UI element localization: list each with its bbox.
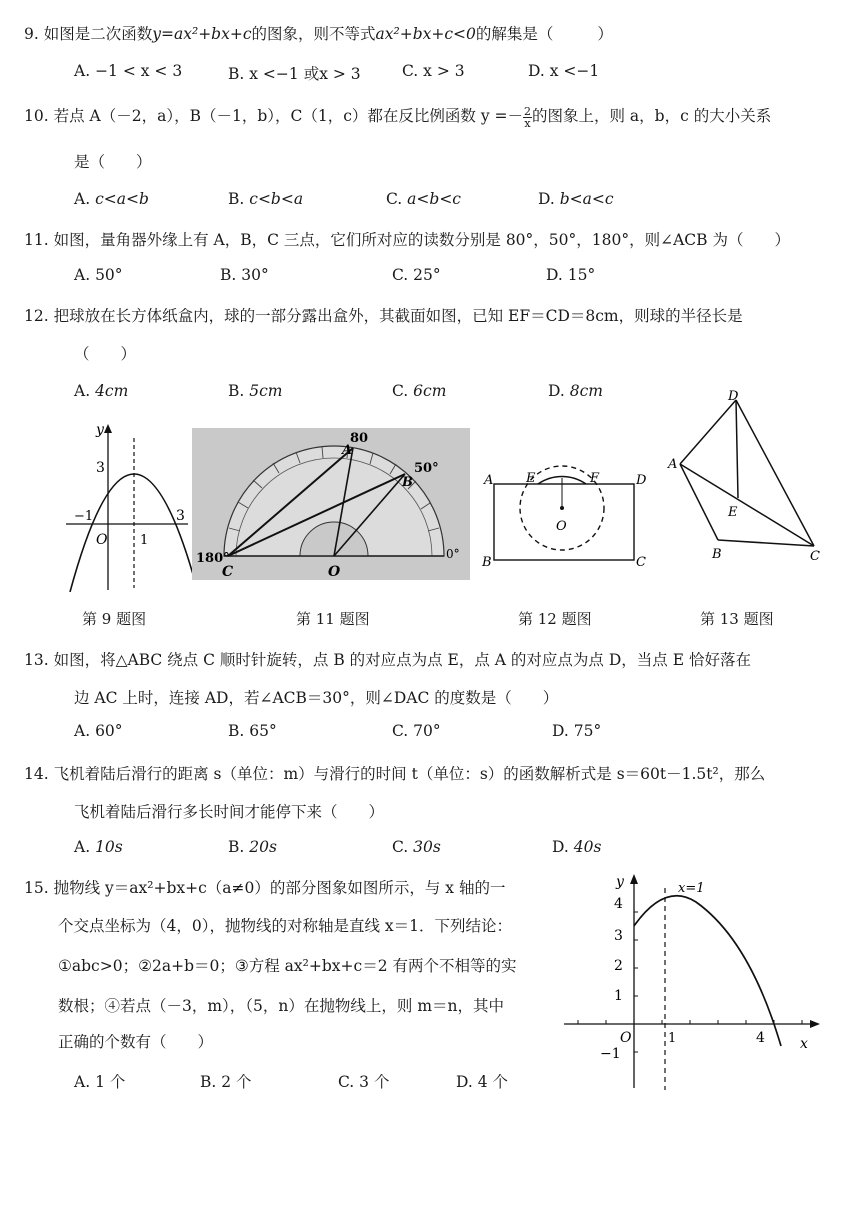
option-label: B. (228, 65, 245, 83)
fig12-label-d: D (636, 473, 647, 488)
option-label: A. (74, 266, 91, 284)
q12-option-d[interactable] (548, 382, 603, 400)
option-text: 4cm (95, 382, 129, 400)
option-text: c<a<b (95, 190, 149, 208)
figure-11-caption: 第 11 题图 (296, 610, 370, 628)
q15-stem-line5: 正确的个数有（ ） (58, 1033, 214, 1051)
q9-number: 9. (24, 25, 39, 43)
option-label: D. (552, 838, 569, 856)
q9-close: ） (597, 25, 613, 43)
q12-option-a[interactable] (74, 382, 128, 400)
fig15-label-x: x (800, 1036, 808, 1052)
fig15-label-neg1: −1 (600, 1046, 621, 1062)
fig13-label-e: E (728, 505, 738, 520)
fig13-label-d: D (728, 389, 739, 404)
fig13-seg-da (680, 400, 736, 464)
option-text: 65° (249, 722, 277, 740)
q9-function: y=ax²+bx+c (152, 25, 252, 43)
fig11-label-80: 80 (350, 431, 369, 446)
option-text: 3 个 (359, 1073, 390, 1091)
option-text: 15° (567, 266, 596, 284)
q12-stem-line2: （ ） (74, 345, 137, 363)
q10-stem-pre: 若点 A（－2，a），B（－1，b），C（1，c）都在反比例函数 y =－ (53, 107, 523, 125)
option-label: A. (74, 190, 91, 208)
fig15-label-2: 2 (614, 958, 623, 974)
option-label: B. (228, 838, 245, 856)
option-text: x > 3 (423, 62, 465, 80)
option-text: 5cm (249, 382, 283, 400)
q10-fraction (523, 106, 532, 129)
option-label: A. (74, 62, 91, 80)
option-text: 10s (95, 838, 123, 856)
option-label: D. (548, 382, 565, 400)
fig9-label-y: y (96, 422, 104, 438)
option-text: 25° (413, 266, 441, 284)
option-label: A. (74, 722, 91, 740)
q13-option-b[interactable] (228, 722, 277, 740)
option-text: x <−1 (549, 62, 600, 80)
q10-stem-post: 的图象上，则 a，b，c 的大小关系 (532, 107, 772, 125)
q15-option-a[interactable] (74, 1070, 125, 1092)
fig9-label-x3: 3 (176, 508, 185, 524)
q14-stem-text: 飞机着陆后滑行的距离 s（单位：m）与滑行的时间 t（单位：s）的函数解析式是 s＝60t－1.5t²，那么 (53, 765, 766, 783)
q10-option-c[interactable] (386, 190, 461, 208)
option-label: A. (74, 1073, 91, 1091)
q15-stem (24, 876, 505, 898)
option-label: C. (392, 382, 409, 400)
q13-stem (24, 648, 751, 670)
fig15-label-o: O (620, 1030, 632, 1046)
fig12-center-dot (560, 506, 564, 510)
figure-12-caption: 第 12 题图 (518, 610, 592, 628)
figure-13-caption: 第 13 题图 (700, 610, 774, 628)
q11-stem (24, 228, 790, 250)
option-text: c<b<a (249, 190, 304, 208)
fig13-seg-de (736, 400, 738, 498)
q13-option-a[interactable] (74, 722, 123, 740)
fig11-label-50: 50° (414, 461, 439, 476)
fig9-label-1: 1 (140, 533, 149, 548)
q11-option-a[interactable] (74, 266, 123, 284)
q9-stem-pre: 如图是二次函数 (43, 25, 153, 43)
q15-option-b[interactable] (200, 1070, 252, 1092)
q9-stem-post: 的解集是（ (475, 25, 554, 43)
q15-stem-line2: 个交点坐标为（4，0），抛物线的对称轴是直线 x＝1．下列结论： (58, 917, 513, 935)
option-text: −1 < x < 3 (95, 62, 183, 80)
option-text: 4 个 (477, 1073, 509, 1091)
option-text: 75° (573, 722, 602, 740)
fig13-label-a: A (668, 457, 678, 472)
q15-stem-line4: 数根；④若点（－3，m），（5，n）在抛物线上，则 m＝n，其中 (58, 997, 505, 1015)
q13-stem-line2: 边 AC 上时，连接 AD，若∠ACB＝30°，则∠DAC 的度数是（ ） (74, 689, 559, 707)
q12-option-c[interactable] (392, 382, 446, 400)
q10-option-d[interactable] (538, 190, 614, 208)
figure-15-parabola (556, 870, 826, 1092)
option-text: 6cm (413, 382, 447, 400)
figure-13-triangles (666, 388, 832, 570)
option-text: 50° (95, 266, 123, 284)
fig12-label-b: B (482, 555, 492, 570)
q10-stem (24, 104, 771, 129)
fig15-label-4: 4 (614, 896, 623, 912)
fig11-label-180: 180° (196, 551, 230, 566)
q13-option-d[interactable] (552, 722, 601, 740)
option-text: 60° (95, 722, 123, 740)
q12-stem-text: 把球放在长方体纸盒内，球的一部分露出盒外，其截面如图，已知 EF＝CD＝8cm，则球的半径长是 (53, 307, 743, 325)
option-label: C. (392, 838, 409, 856)
option-label: C. (392, 722, 409, 740)
fig11-label-b: B (402, 475, 413, 490)
fig9-label-3: 3 (96, 460, 105, 476)
option-label: D. (528, 62, 545, 80)
option-label: B. (228, 722, 245, 740)
option-text: 70° (413, 722, 441, 740)
option-label: D. (538, 190, 555, 208)
q9-inequality: ax²+bx+c<0 (375, 25, 476, 43)
q15-stem-line3: ①abc>0；②2a+b＝0；③方程 ax²+bx+c＝2 有两个不相等的实 (58, 957, 517, 975)
fig15-label-x1: 1 (668, 1031, 677, 1046)
figure-12-box-ball (480, 438, 656, 572)
figure-9-caption: 第 9 题图 (82, 610, 147, 628)
fig12-label-o: O (556, 519, 567, 534)
q11-option-d[interactable] (546, 266, 595, 284)
option-text: a<b<c (407, 190, 461, 208)
q14-option-a[interactable] (74, 838, 123, 856)
fig12-label-e: E (526, 471, 536, 486)
fig9-parabola-curve (70, 474, 192, 592)
fig13-seg-dc (736, 400, 814, 546)
option-text: 1 个 (95, 1073, 126, 1091)
fig13-label-c: C (810, 549, 820, 564)
option-label: B. (200, 1073, 217, 1091)
fig15-y-arrow-icon (630, 874, 638, 884)
fig9-y-arrow-icon (104, 424, 112, 433)
q14-option-b[interactable] (228, 838, 277, 856)
q12-option-b[interactable] (228, 382, 283, 400)
fig11-label-o: O (328, 564, 341, 580)
option-label: C. (392, 266, 409, 284)
option-text: 40s (573, 838, 602, 856)
option-label: D. (456, 1073, 473, 1091)
q14-number: 14. (24, 765, 49, 783)
option-label: B. (228, 382, 245, 400)
q12-number: 12. (24, 307, 49, 325)
fig15-x-arrow-icon (810, 1020, 820, 1028)
q14-stem-line2: 飞机着陆后滑行多长时间才能停下来（ ） (74, 803, 385, 821)
q9-option-b[interactable] (228, 62, 361, 84)
option-text: 20s (249, 838, 277, 856)
q15-number: 15. (24, 879, 49, 897)
q9-stem (24, 22, 613, 44)
q15-option-d[interactable] (456, 1070, 508, 1092)
fraction-denominator: x (524, 116, 531, 130)
q14-stem (24, 762, 765, 784)
option-label: C. (386, 190, 403, 208)
fig15-label-y: y (616, 874, 624, 890)
fig15-label-3: 3 (614, 928, 623, 944)
fig13-seg-bc (718, 540, 814, 546)
fig12-label-f: F (590, 471, 600, 486)
option-text: 30° (241, 266, 269, 284)
fig15-label-x-eq-1: x=1 (678, 881, 705, 896)
fig9-label-neg1: −1 (74, 509, 94, 524)
q10-stem-line2: 是（ ） (74, 153, 152, 171)
fig12-label-a: A (484, 473, 494, 488)
q11-option-c[interactable] (392, 266, 441, 284)
option-label: A. (74, 838, 91, 856)
fig13-label-b: B (712, 547, 722, 562)
q10-number: 10. (24, 107, 49, 125)
q11-stem-text: 如图，量角器外缘上有 A，B，C 三点，它们所对应的读数分别是 80°，50°，180°，则∠ACB 为（ ） (53, 231, 790, 249)
q9-stem-mid: 的图象，则不等式 (251, 25, 376, 43)
option-label: A. (74, 382, 91, 400)
q15-option-c[interactable] (338, 1070, 389, 1092)
q11-option-b[interactable] (220, 266, 269, 284)
q12-stem (24, 304, 743, 326)
q10-option-b[interactable] (228, 190, 303, 208)
fraction-numerator: 2 (524, 104, 531, 118)
option-text: b<a<c (559, 190, 614, 208)
fig15-label-x4: 4 (756, 1030, 765, 1046)
q13-option-c[interactable] (392, 722, 441, 740)
option-label: C. (402, 62, 419, 80)
figure-9-parabola (60, 420, 192, 592)
figure-11-protractor (192, 428, 470, 580)
fig15-label-1: 1 (614, 988, 623, 1004)
option-text: 30s (413, 838, 441, 856)
q13-stem-text: 如图，将△ABC 绕点 C 顺时针旋转，点 B 的对应点为点 E，点 A 的对应点为点 D，当点 E 恰好落在 (53, 651, 751, 669)
fig11-label-a: A (342, 443, 353, 458)
option-text: 8cm (569, 382, 603, 400)
fig9-label-o: O (96, 532, 108, 548)
option-label: C. (338, 1073, 355, 1091)
option-label: D. (546, 266, 563, 284)
q9-option-c[interactable] (402, 62, 465, 80)
q14-option-c[interactable] (392, 838, 441, 856)
fig11-label-0: 0° (446, 547, 460, 561)
fig12-label-c: C (636, 555, 646, 570)
q9-option-a[interactable] (74, 62, 182, 80)
q15-stem-line1: 抛物线 y＝ax²+bx+c（a≠0）的部分图象如图所示，与 x 轴的一 (53, 879, 506, 897)
option-text: 2 个 (221, 1073, 252, 1091)
q13-number: 13. (24, 651, 49, 669)
q11-number: 11. (24, 231, 49, 249)
fig11-label-c: C (222, 564, 234, 580)
q9-option-d[interactable] (528, 62, 599, 80)
option-label: D. (552, 722, 569, 740)
option-label: B. (228, 190, 245, 208)
q14-option-d[interactable] (552, 838, 601, 856)
option-text: x <−1 或x > 3 (249, 65, 361, 83)
q10-option-a[interactable] (74, 190, 149, 208)
option-label: B. (220, 266, 237, 284)
